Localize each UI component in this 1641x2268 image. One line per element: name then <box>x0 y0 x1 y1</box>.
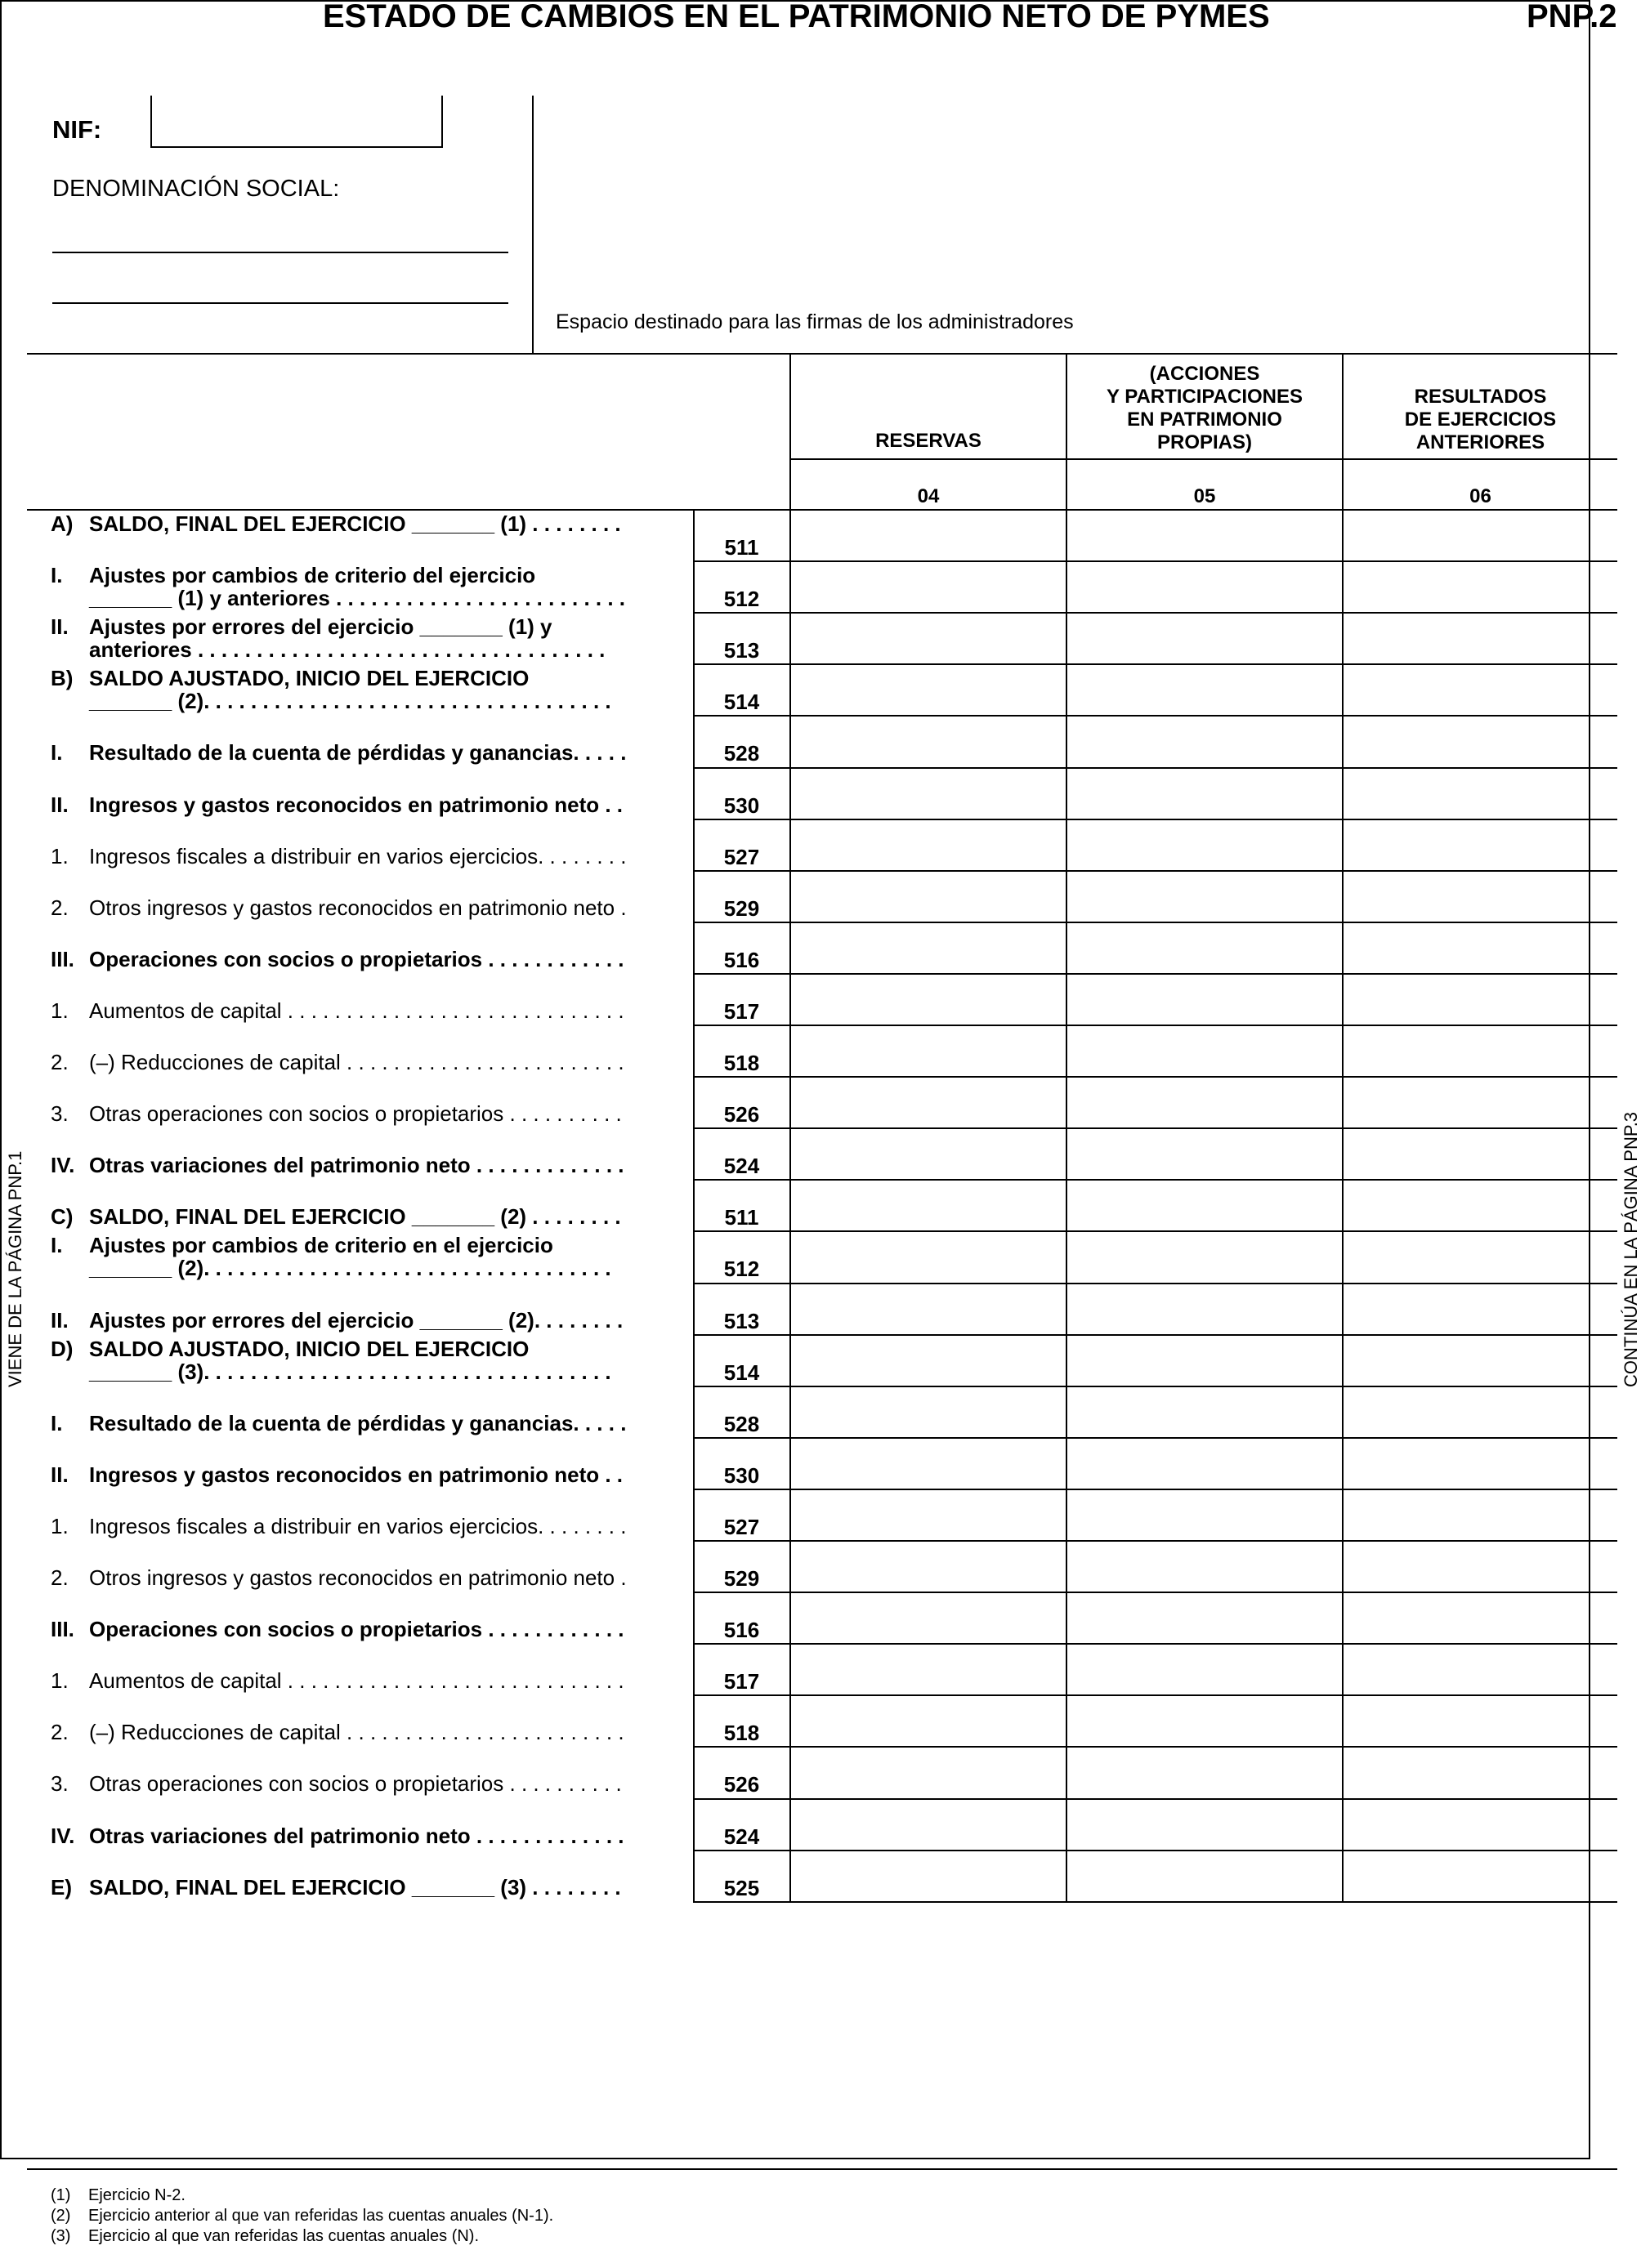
row-label <box>51 665 672 713</box>
amount-cell-col-6[interactable] <box>1344 1645 1616 1693</box>
amount-cell-col-4[interactable] <box>791 1232 1064 1280</box>
row-text: (–) Reducciones de capital . . . . . . . . . . . . . . . . . . . . . . . . <box>89 1720 624 1745</box>
row-label <box>51 1851 672 1900</box>
row-label <box>51 1439 672 1487</box>
row-label <box>51 1078 672 1126</box>
row-number: II. <box>51 614 69 640</box>
row-number: 2. <box>51 1565 69 1590</box>
column-number-04: 04 <box>917 485 940 507</box>
amount-cell-col-4[interactable] <box>791 1181 1064 1229</box>
row-code: 513 <box>723 1308 760 1333</box>
amount-cell-col-6[interactable] <box>1344 1181 1616 1229</box>
row-code: 512 <box>723 1257 760 1282</box>
row-text-line1: SALDO AJUSTADO, INICIO DEL EJERCICIO <box>89 1336 530 1361</box>
row-text: Otros ingresos y gastos reconocidos en patrimonio neto . <box>89 895 627 920</box>
amount-cell-col-6[interactable] <box>1344 1748 1616 1796</box>
amount-cell-col-5[interactable] <box>1067 1181 1340 1229</box>
amount-cell-col-6[interactable] <box>1344 1851 1616 1900</box>
row-number: 1. <box>51 843 69 868</box>
amount-cell-col-6[interactable] <box>1344 511 1616 559</box>
denominacion-field-2[interactable] <box>52 278 508 304</box>
amount-cell-col-5[interactable] <box>1067 1645 1340 1693</box>
row-text: _______ (3). . . . . . . . . . . . . . . . . . . . . . . . . . . . . . . . . . . <box>89 1359 611 1384</box>
amount-cell-col-4[interactable] <box>791 1851 1064 1900</box>
amount-cell-col-5[interactable] <box>1067 1336 1340 1384</box>
row-number: I. <box>51 1410 63 1435</box>
row-code: 517 <box>723 1669 760 1694</box>
row-number: II. <box>51 1462 69 1487</box>
row-label <box>51 769 672 817</box>
amount-cell-col-6[interactable] <box>1344 1284 1616 1333</box>
signature-area[interactable] <box>534 97 1616 352</box>
row-number: 1. <box>51 1513 69 1538</box>
row-text: Operaciones con socios o propietarios . . . . . . . . . . . . <box>89 1617 624 1642</box>
row-code: 530 <box>723 792 760 818</box>
amount-cell-col-5[interactable] <box>1067 820 1340 868</box>
row-code: 524 <box>723 1824 760 1849</box>
column-heading-acciones: (ACCIONES Y PARTICIPACIONES EN PATRIMONIO PROPIAS) <box>1106 363 1303 453</box>
row-code: 518 <box>723 1051 760 1075</box>
amount-cell-col-5[interactable] <box>1067 769 1340 817</box>
row-label <box>51 562 672 610</box>
signature-caption: Espacio destinado para las firmas de los administradores <box>556 310 1074 333</box>
row-label <box>51 975 672 1023</box>
row-text-line1: Ajustes por cambios de criterio del ejercicio <box>89 563 536 588</box>
row-text-line1: Ajustes por cambios de criterio en el ejercicio <box>89 1233 553 1258</box>
row-label <box>51 1748 672 1796</box>
row-code: 529 <box>723 1566 760 1591</box>
row-text: Ingresos y gastos reconocidos en patrimonio neto . . <box>89 792 624 817</box>
row-label <box>51 1387 672 1435</box>
amount-cell-col-4[interactable] <box>791 1026 1064 1074</box>
row-code: 518 <box>723 1721 760 1746</box>
amount-cell-col-4[interactable] <box>791 1748 1064 1796</box>
amount-cell-col-4[interactable] <box>791 820 1064 868</box>
row-label <box>51 923 672 971</box>
row-number: E) <box>51 1874 72 1900</box>
amount-cell-col-5[interactable] <box>1067 1490 1340 1538</box>
row-label <box>51 1696 672 1744</box>
amount-cell-col-5[interactable] <box>1067 665 1340 713</box>
row-label <box>51 511 672 559</box>
row-number: III. <box>51 946 74 971</box>
row-label <box>51 1800 672 1848</box>
amount-cell-col-5[interactable] <box>1067 923 1340 971</box>
row-separator <box>693 1901 1617 1903</box>
row-text-line1: SALDO AJUSTADO, INICIO DEL EJERCICIO <box>89 666 530 691</box>
row-label <box>51 1336 672 1384</box>
amount-cell-col-5[interactable] <box>1067 1078 1340 1126</box>
footnote-separator <box>27 2168 1617 2170</box>
amount-cell-col-5[interactable] <box>1067 1696 1340 1744</box>
row-number: I. <box>51 740 63 766</box>
row-label <box>51 614 672 662</box>
amount-cell-col-5[interactable] <box>1067 1129 1340 1177</box>
amount-cell-col-4[interactable] <box>791 665 1064 713</box>
row-label <box>51 1232 672 1280</box>
footnote-3: (3) Ejercicio al que van referidas las cuentas anuales (N). <box>51 2227 480 2245</box>
amount-cell-col-6[interactable] <box>1344 1593 1616 1641</box>
row-code: 530 <box>723 1462 760 1488</box>
amount-cell-col-4[interactable] <box>791 1696 1064 1744</box>
amount-cell-col-6[interactable] <box>1344 1026 1616 1074</box>
amount-cell-col-4[interactable] <box>791 769 1064 817</box>
row-text: (–) Reducciones de capital . . . . . . . . . . . . . . . . . . . . . . . . <box>89 1050 624 1074</box>
amount-cell-col-5[interactable] <box>1067 1748 1340 1796</box>
row-text: SALDO, FINAL DEL EJERCICIO _______ (3) . . . . . . . . <box>89 1874 621 1900</box>
amount-cell-col-6[interactable] <box>1344 1387 1616 1435</box>
denominacion-label: DENOMINACIÓN SOCIAL: <box>52 176 340 202</box>
row-text: SALDO, FINAL DEL EJERCICIO _______ (2) . . . . . . . . <box>89 1204 621 1230</box>
amount-cell-col-4[interactable] <box>791 1593 1064 1641</box>
row-text: Ingresos fiscales a distribuir en varios ejercicios. . . . . . . . <box>89 843 627 868</box>
row-text: Aumentos de capital . . . . . . . . . . . . . . . . . . . . . . . . . . . . . <box>89 1668 624 1694</box>
nif-input[interactable] <box>150 96 443 148</box>
row-code: 525 <box>723 1875 760 1900</box>
row-text-line1: SALDO, FINAL DEL EJERCICIO _______ (1) . . . . . . . . <box>89 511 621 536</box>
amount-cell-col-4[interactable] <box>791 1078 1064 1126</box>
amount-cell-col-6[interactable] <box>1344 820 1616 868</box>
amount-cell-col-4[interactable] <box>791 1490 1064 1538</box>
column-number-05: 05 <box>1193 485 1216 507</box>
row-code: 517 <box>723 998 760 1024</box>
amount-cell-col-6[interactable] <box>1344 1800 1616 1848</box>
amount-cell-col-4[interactable] <box>791 1129 1064 1177</box>
footnote-2: (2) Ejercicio anterior al que van referidas las cuentas anuales (N-1). <box>51 2207 554 2225</box>
side-label-left: VIENE DE LA PÁGINA PNP.1 <box>5 1150 25 1387</box>
row-code: 524 <box>723 1154 760 1179</box>
heading-number-separator <box>789 458 1617 460</box>
row-text: Otras variaciones del patrimonio neto . . . . . . . . . . . . . <box>89 1153 624 1178</box>
amount-cell-col-6[interactable] <box>1344 1078 1616 1126</box>
row-text: _______ (2). . . . . . . . . . . . . . . . . . . . . . . . . . . . . . . . . . . <box>89 689 611 714</box>
amount-cell-col-5[interactable] <box>1067 872 1340 920</box>
amount-cell-col-6[interactable] <box>1344 562 1616 610</box>
row-number: A) <box>51 511 74 536</box>
amount-cell-col-5[interactable] <box>1067 975 1340 1023</box>
row-code: 514 <box>723 690 760 715</box>
row-number: I. <box>51 1233 63 1258</box>
row-text: _______ (2). . . . . . . . . . . . . . . . . . . . . . . . . . . . . . . . . . . <box>89 1256 611 1281</box>
column-heading-resultados: RESULTADOS DE EJERCICIOS ANTERIORES <box>1404 386 1557 453</box>
row-code: 528 <box>723 741 760 766</box>
row-text: Ingresos fiscales a distribuir en varios ejercicios. . . . . . . . <box>89 1513 627 1538</box>
amount-cell-col-5[interactable] <box>1067 1387 1340 1435</box>
amount-cell-col-4[interactable] <box>791 1439 1064 1487</box>
row-code: 513 <box>723 638 760 663</box>
column-number-06: 06 <box>1469 485 1491 507</box>
amount-cell-col-4[interactable] <box>791 1800 1064 1848</box>
column-heading-reservas: RESERVAS <box>875 430 981 452</box>
row-label <box>51 1026 672 1074</box>
amount-cell-col-6[interactable] <box>1344 1542 1616 1590</box>
amount-cell-col-4[interactable] <box>791 1645 1064 1693</box>
amount-cell-col-4[interactable] <box>791 562 1064 610</box>
row-text: Resultado de la cuenta de pérdidas y ganancias. . . . . <box>89 1410 627 1435</box>
row-text: Otras variaciones del patrimonio neto . . . . . . . . . . . . . <box>89 1823 624 1848</box>
amount-cell-col-5[interactable] <box>1067 1026 1340 1074</box>
row-number: 1. <box>51 1668 69 1694</box>
amount-cell-col-6[interactable] <box>1344 1696 1616 1744</box>
row-number: II. <box>51 792 69 817</box>
row-label <box>51 1129 672 1177</box>
amount-cell-col-6[interactable] <box>1344 1129 1616 1177</box>
amount-cell-col-6[interactable] <box>1344 1232 1616 1280</box>
row-text: Operaciones con socios o propietarios . . . . . . . . . . . . <box>89 946 624 971</box>
row-text: Otras operaciones con socios o propietarios . . . . . . . . . . <box>89 1101 622 1127</box>
row-number: D) <box>51 1336 74 1361</box>
row-code: 528 <box>723 1411 760 1436</box>
amount-cell-col-4[interactable] <box>791 1542 1064 1590</box>
amount-cell-col-5[interactable] <box>1067 1542 1340 1590</box>
footnote-1: (1) Ejercicio N-2. <box>51 2186 186 2204</box>
row-number: II. <box>51 1307 69 1333</box>
row-number: 3. <box>51 1771 69 1797</box>
row-label <box>51 1645 672 1693</box>
row-code: 516 <box>723 1618 760 1643</box>
row-number: 2. <box>51 1050 69 1074</box>
amount-cell-col-6[interactable] <box>1344 975 1616 1023</box>
amount-cell-col-5[interactable] <box>1067 1439 1340 1487</box>
amount-cell-col-4[interactable] <box>791 1284 1064 1333</box>
amount-cell-col-4[interactable] <box>791 1336 1064 1384</box>
amount-cell-col-4[interactable] <box>791 614 1064 662</box>
row-number: B) <box>51 666 74 691</box>
row-text: _______ (1) y anteriores . . . . . . . . . . . . . . . . . . . . . . . . . <box>89 586 626 611</box>
row-text: Ingresos y gastos reconocidos en patrimonio neto . . <box>89 1462 624 1487</box>
row-text-line1: Ajustes por errores del ejercicio _______ (1) y <box>89 614 552 640</box>
amount-cell-col-6[interactable] <box>1344 872 1616 920</box>
row-number: 3. <box>51 1101 69 1127</box>
row-code: 514 <box>723 1359 760 1385</box>
amount-cell-col-6[interactable] <box>1344 923 1616 971</box>
row-number: 1. <box>51 998 69 1023</box>
amount-cell-col-5[interactable] <box>1067 562 1340 610</box>
row-number: 2. <box>51 1720 69 1745</box>
row-text: Otras operaciones con socios o propietarios . . . . . . . . . . <box>89 1771 622 1797</box>
row-label <box>51 1542 672 1590</box>
amount-cell-col-5[interactable] <box>1067 717 1340 765</box>
row-code: 512 <box>723 587 760 612</box>
row-code: 527 <box>723 1514 760 1539</box>
amount-cell-col-5[interactable] <box>1067 1851 1340 1900</box>
amount-cell-col-6[interactable] <box>1344 1490 1616 1538</box>
row-number: IV. <box>51 1153 75 1178</box>
row-label <box>51 1284 672 1333</box>
row-code: 526 <box>723 1102 760 1127</box>
row-code: 527 <box>723 844 760 869</box>
form-title: ESTADO DE CAMBIOS EN EL PATRIMONIO NETO DE PYMES <box>323 0 1270 34</box>
amount-cell-col-6[interactable] <box>1344 769 1616 817</box>
row-label <box>51 820 672 868</box>
amount-cell-col-6[interactable] <box>1344 717 1616 765</box>
row-text: Resultado de la cuenta de pérdidas y ganancias. . . . . <box>89 740 627 766</box>
amount-cell-col-4[interactable] <box>791 872 1064 920</box>
row-text: anteriores . . . . . . . . . . . . . . . . . . . . . . . . . . . . . . . . . . . <box>89 637 606 663</box>
amount-cell-col-4[interactable] <box>791 975 1064 1023</box>
row-label <box>51 1490 672 1538</box>
row-text: Aumentos de capital . . . . . . . . . . . . . . . . . . . . . . . . . . . . . <box>89 998 624 1023</box>
row-code: 529 <box>723 895 760 921</box>
row-label <box>51 1181 672 1229</box>
row-number: III. <box>51 1617 74 1642</box>
row-code: 516 <box>723 947 760 972</box>
amount-cell-col-5[interactable] <box>1067 1800 1340 1848</box>
row-number: I. <box>51 563 63 588</box>
amount-cell-col-5[interactable] <box>1067 1232 1340 1280</box>
amount-cell-col-5[interactable] <box>1067 1284 1340 1333</box>
amount-cell-col-6[interactable] <box>1344 1336 1616 1384</box>
header-separator <box>27 353 1617 355</box>
amount-cell-col-6[interactable] <box>1344 665 1616 713</box>
row-code: 511 <box>724 535 759 560</box>
amount-cell-col-4[interactable] <box>791 511 1064 559</box>
row-number: C) <box>51 1204 74 1230</box>
row-code: 511 <box>724 1205 759 1230</box>
row-label <box>51 1593 672 1641</box>
amount-cell-col-5[interactable] <box>1067 511 1340 559</box>
amount-cell-col-4[interactable] <box>791 717 1064 765</box>
form-code: PNP.2 <box>1527 0 1617 34</box>
row-text: Ajustes por errores del ejercicio _______ (2). . . . . . . . <box>89 1307 624 1333</box>
row-number: 2. <box>51 895 69 920</box>
amount-cell-col-6[interactable] <box>1344 614 1616 662</box>
amount-cell-col-5[interactable] <box>1067 614 1340 662</box>
amount-cell-col-4[interactable] <box>791 1387 1064 1435</box>
nif-label: NIF: <box>52 115 102 144</box>
amount-cell-col-5[interactable] <box>1067 1593 1340 1641</box>
side-label-right: CONTINÚA EN LA PÁGINA PNP.3 <box>1621 1111 1641 1387</box>
row-label <box>51 872 672 920</box>
row-code: 526 <box>723 1772 760 1797</box>
amount-cell-col-4[interactable] <box>791 923 1064 971</box>
row-label <box>51 717 672 765</box>
row-text: Otros ingresos y gastos reconocidos en patrimonio neto . <box>89 1565 627 1590</box>
amount-cell-col-6[interactable] <box>1344 1439 1616 1487</box>
denominacion-field-1[interactable] <box>52 227 508 253</box>
row-number: IV. <box>51 1823 75 1848</box>
